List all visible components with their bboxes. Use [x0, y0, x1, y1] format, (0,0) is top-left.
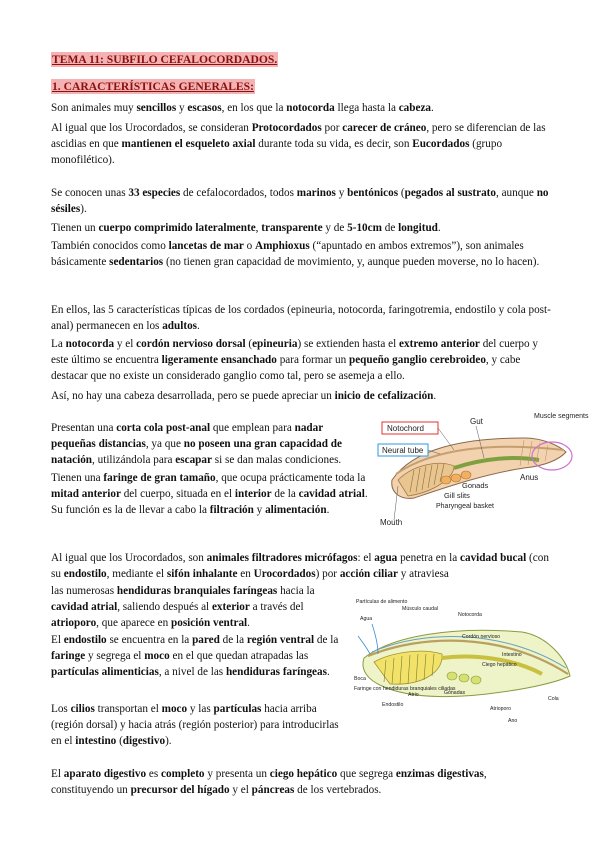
muscle-label: Muscle segments	[534, 413, 589, 420]
paragraph: Se conocen unas 33 especies de cefalocordados, todos marinos y bentónicos (pegados al sustrato, aunque no sésiles).	[51, 187, 549, 216]
ciego-label: Ciego hepático	[482, 662, 517, 668]
endostilo-label: Endostilo	[382, 702, 404, 708]
musculo-label: Músculo caudal	[402, 606, 439, 612]
paragraph: Así, no hay una cabeza desarrollada, pero se puede apreciar un inicio de cefalización.	[51, 390, 437, 402]
pharyngeal-label: Pharyngeal basket	[436, 503, 494, 510]
paragraph: También conocidos como lancetas de mar o Amphioxus (“apuntado en ambos extremos”), son animales básicamente sedentarios (no tienen gran capacidad de movimiento, y, aunque pueden moverse, no lo hacen).	[51, 240, 540, 269]
paragraph: Tienen una faringe de gran tamaño, que ocupa prácticamente toda la mitad anterior del cuerpo, situada en el interior de la cavidad atrial. Su función es la de llevar a cabo la filtración y alimentación.	[51, 472, 368, 517]
intestino-label: Intestino	[502, 652, 522, 658]
atrioporo-label: Atrioporo	[490, 706, 512, 712]
cola-label: Cola	[548, 696, 559, 702]
paragraph: El aparato digestivo es completo y presenta un ciego hepático que segrega enzimas digestivas, constituyendo un precursor del hígado y el páncreas de los vertebrados.	[51, 768, 487, 797]
faringe-label: Faringe con hendiduras branquiales ciliadas	[354, 686, 456, 692]
paragraph: Al igual que los Urocordados, se consideran Protocordados por carecer de cráneo, pero se diferencian de las ascidias en que mantienen el esqueleto axial durante toda su vida, es decir, son Eucordados (grupo monofilético).	[51, 122, 546, 167]
paragraph: Presentan una corta cola post-anal que emplean para nadar pequeñas distancias, ya que no poseen una gran capacidad de natación, utilizándola para escapar si se dan malas condiciones.	[51, 422, 342, 467]
atrio-label: Atrio	[408, 692, 419, 698]
notochord-label: Notochord	[387, 424, 424, 433]
notocorda-label: Notocorda	[458, 612, 482, 618]
paragraph: La notocorda y el cordón nervioso dorsal (epineuria) se extienden hasta el extremo anterior del cuerpo y este último se encuentra ligeramente ensanchado para formar un pequeño ganglio cerebroideo, y cabe destacar que no existe un considerado ganglio como tal, pero se asemeja a ello.	[51, 338, 538, 383]
cordon-label: Cordón nervioso	[462, 634, 501, 640]
paragraph: El endostilo se encuentra en la pared de la región ventral de la faringe y segrega el moco en el que quedan atrapadas las partículas alimenticias, a nivel de las hendiduras faríngeas.	[51, 634, 339, 679]
ano-label: Ano	[508, 718, 518, 724]
document-title: TEMA 11: SUBFILO CEFALOCORDADOS.	[52, 53, 278, 66]
particulas-label: Partículas de alimento	[356, 599, 408, 605]
paragraph: En ellos, las 5 características típicas de los cordados (epineuria, notocorda, faringotremia, endostilo y cola post-anal) permanecen en los adultos.	[51, 304, 551, 333]
gut-label: Gut	[470, 417, 483, 426]
section-heading: 1. CARACTERÍSTICAS GENERALES:	[52, 80, 254, 93]
paragraph: Son animales muy sencillos y escasos, en los que la notocorda llega hasta la cabeza.	[51, 102, 434, 114]
anus-label: Anus	[520, 473, 539, 482]
paragraph: las numerosas hendiduras branquiales faríngeas hacia la cavidad atrial, saliendo después al exterior a través del atrioporo, que aparece en posición ventral.	[51, 585, 315, 630]
gonadas-label: Gónadas	[444, 690, 466, 696]
paragraph: Tienen un cuerpo comprimido lateralmente, transparente y de 5-10cm de longitud.	[51, 222, 441, 234]
boca-label: Boca	[354, 676, 366, 682]
gill-slits-label: Gill slits	[444, 491, 470, 500]
amphioxus-diagram	[374, 408, 589, 530]
neural-tube-label: Neural tube	[382, 446, 424, 455]
agua-label: Agua	[360, 616, 373, 622]
gonads-label: Gonads	[462, 481, 489, 490]
anfioxo-diagram	[352, 596, 574, 724]
mouth-label: Mouth	[380, 518, 403, 527]
paragraph: Los cilios transportan el moco y las partículas hacia arriba (región dorsal) y hacia atrás (región posterior) para introducirlas en el intestino (digestivo).	[51, 703, 339, 748]
paragraph: Al igual que los Urocordados, son animales filtradores micrófagos: el agua penetra en la cavidad bucal (con su endostilo, mediante el sifón inhalante en Urocordados) por acción ciliar y atraviesa	[51, 552, 549, 581]
